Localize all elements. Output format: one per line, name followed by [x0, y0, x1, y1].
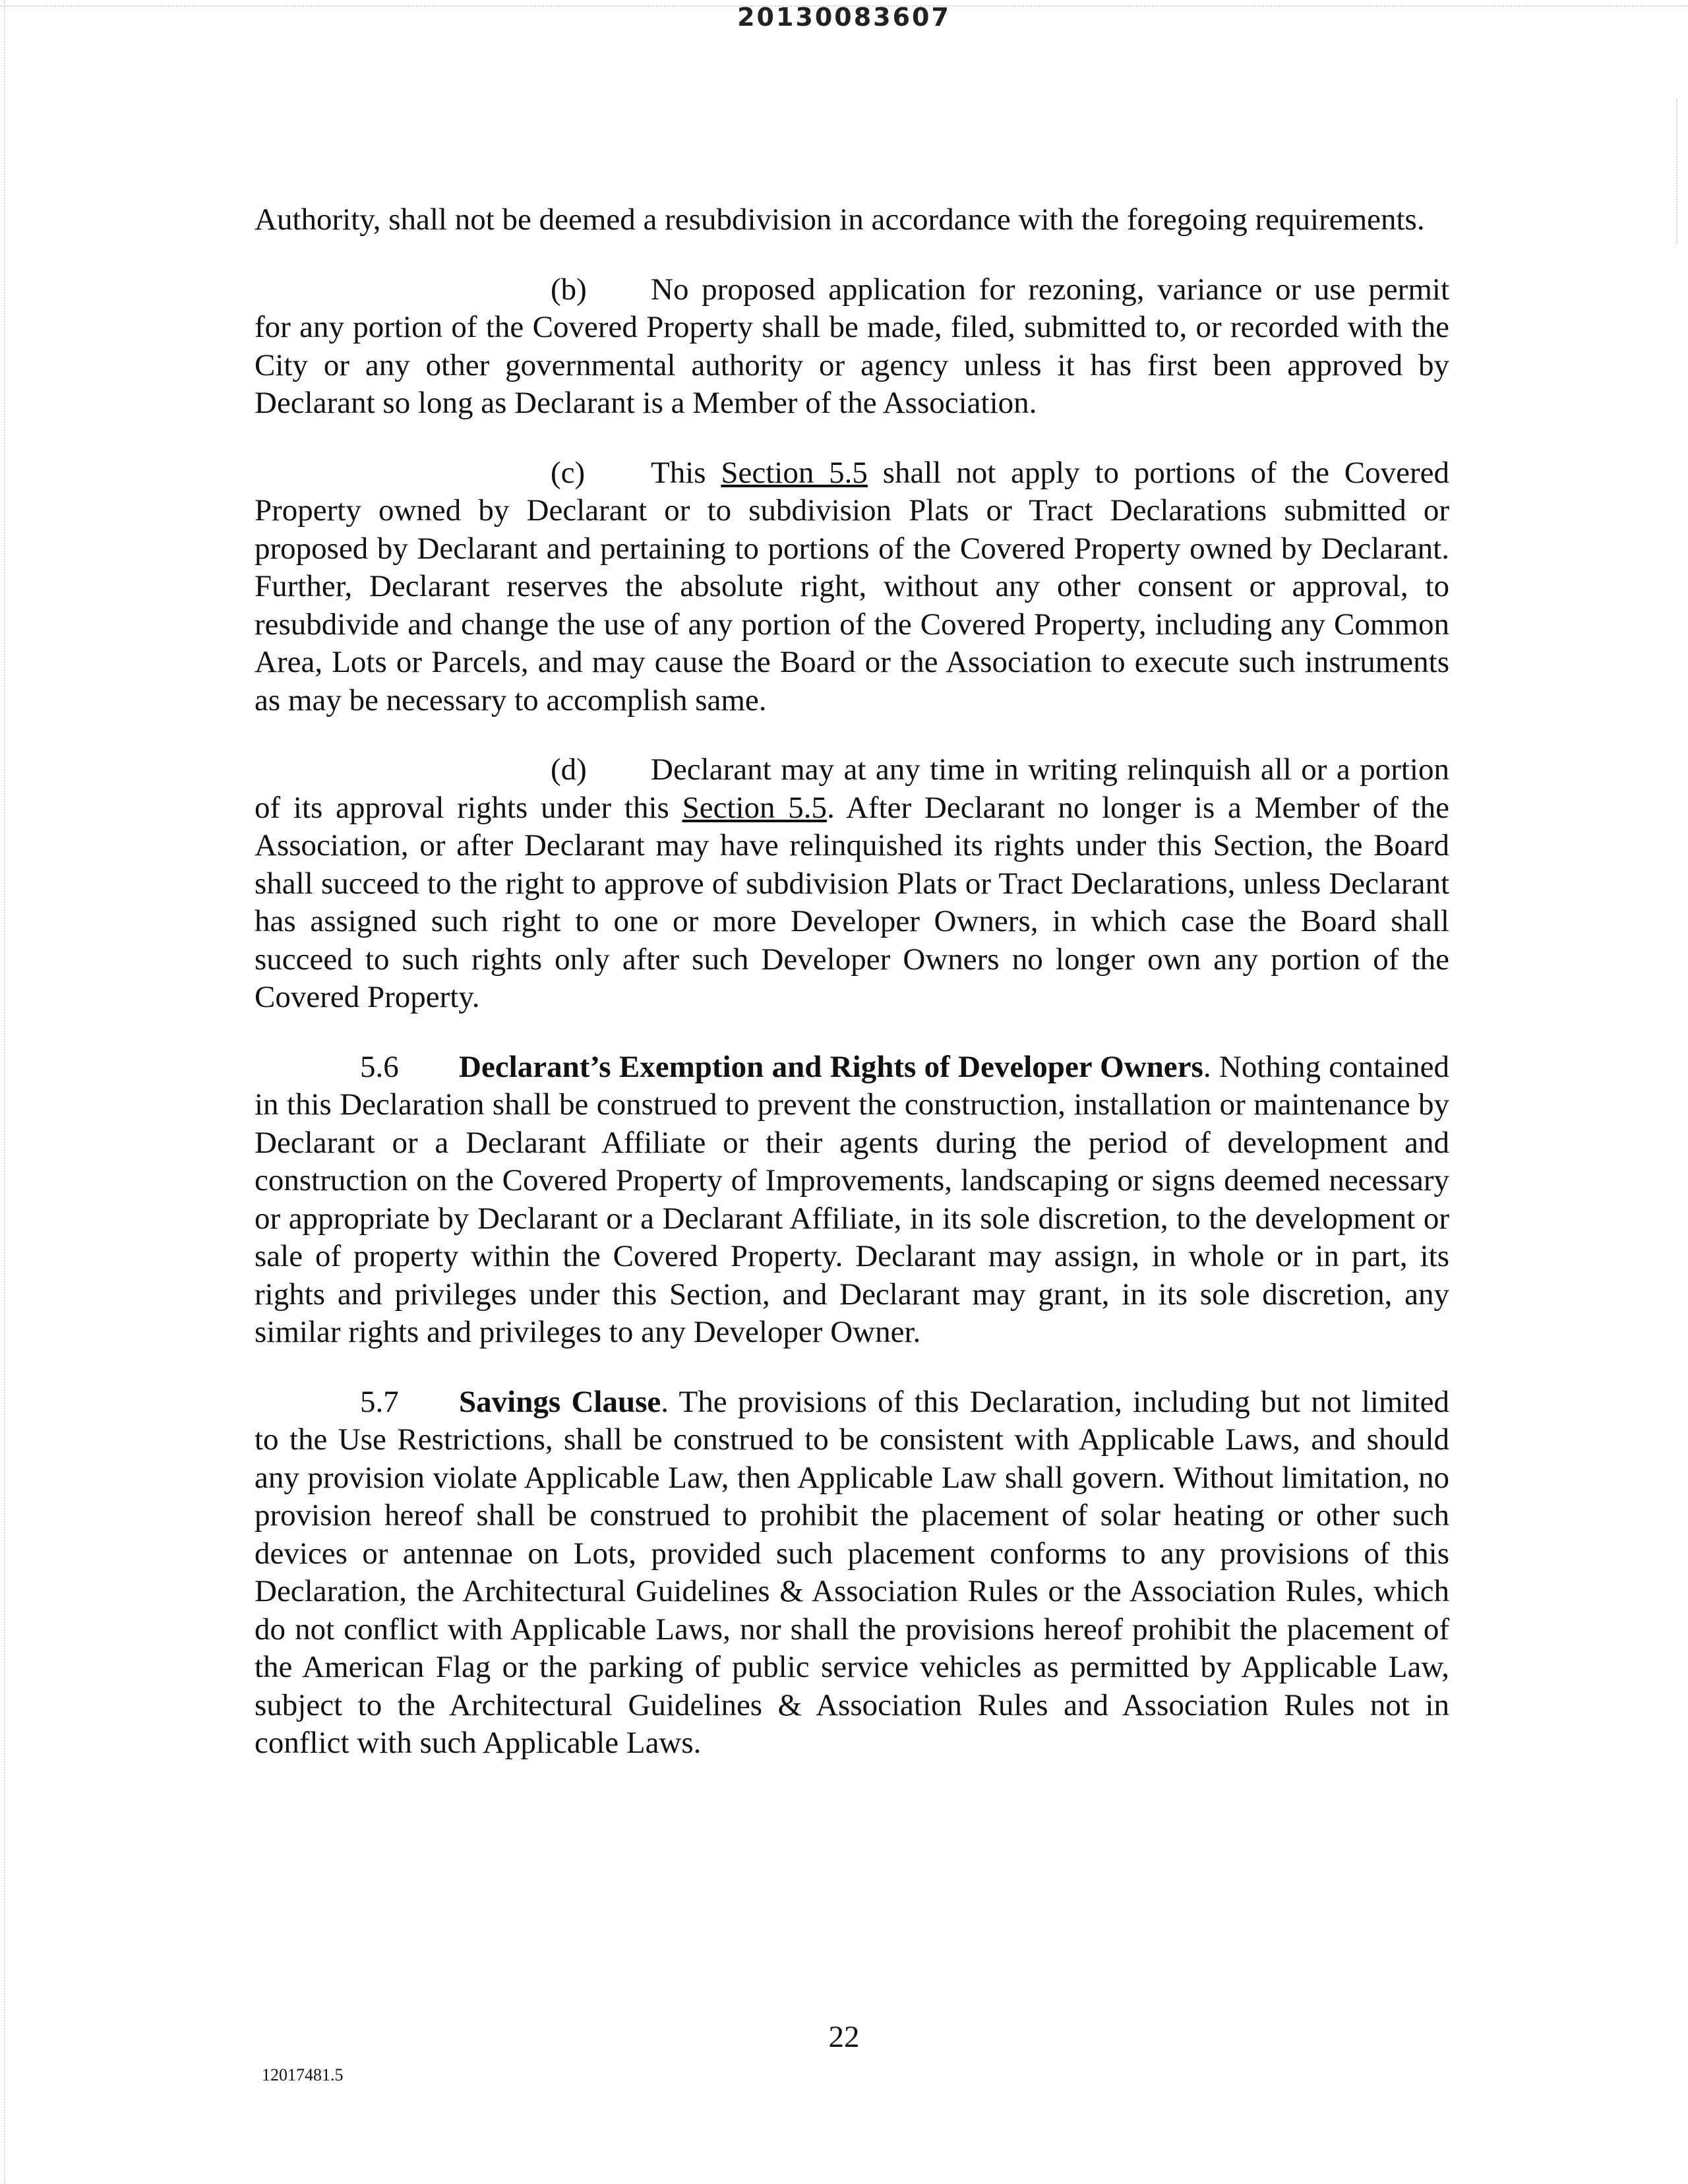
paragraph-d — [255, 751, 1449, 1017]
paragraph-c — [255, 454, 1449, 720]
section-5-6 — [255, 1048, 1449, 1352]
paragraph-d-pre: Declarant may at any time in writing relinquish all or a portion of its approval rights under this — [255, 752, 1449, 825]
section-reference: Section 5.5 — [721, 455, 868, 490]
document-id: 12017481.5 — [262, 2065, 344, 2084]
document-body — [255, 201, 1449, 1794]
scan-edge-right — [1676, 99, 1679, 244]
paragraph-b-text: No proposed application for rezoning, variance or use permit for any portion of the Covered Property shall be made, filed, submitted to, or recorded with the City or any other governmental authority or agency unless it has first been approved by Declarant so long as Declarant is a Member of the Association. — [255, 272, 1449, 420]
paragraph-d-label: (d) — [551, 752, 587, 787]
page-number: 22 — [828, 2020, 860, 2054]
paragraph-b — [255, 271, 1449, 423]
paragraph-c-post: shall not apply to portions of the Covered Property owned by Declarant or to subdivision Plats or Tract Declarations submitted or proposed by Declarant and pertaining to portions of the Covered Property owned by Declarant. Further, Declarant reserves the absolute right, without any other consent or approval, to resubdivide and change the use of any portion of the Covered Property, including any Common Area, Lots or Parcels, and may cause the Board or the Association to execute such instruments as may be necessary to accomplish same. — [255, 455, 1450, 717]
section-5-7-text: . The provisions of this Declaration, including but not limited to the Use Restrictions, shall be construed to be consistent with Applicable Laws, and should any provision violate Applicable Law, then Applicable Law shall govern. Without limitation, no provision hereof shall be construed to prohibit the placement of solar heating or other such devices or antennae on Lots, provided such placement conforms to any provisions of this Declaration, the Architectural Guidelines & Association Rules or the Association Rules, which do not conflict with Applicable Laws, nor shall the provisions hereof prohibit the placement of the American Flag or the parking of public service vehicles as permitted by Applicable Law, subject to the Architectural Guidelines & Association Rules and Association Rules not in conflict with such Applicable Laws. — [255, 1384, 1449, 1760]
paragraph-c-label: (c) — [551, 455, 586, 490]
section-reference: Section 5.5 — [682, 790, 828, 825]
recording-number: 20130083607 — [737, 3, 951, 32]
section-5-6-heading: Declarant’s Exemption and Rights of Developer Owners — [459, 1049, 1203, 1084]
scan-edge-left — [4, 0, 7, 2184]
paragraph-b-label: (b) — [551, 272, 587, 307]
section-5-6-number: 5.6 — [360, 1049, 399, 1084]
section-5-7-number: 5.7 — [360, 1384, 399, 1419]
paragraph-continuation: Authority, shall not be deemed a resubdivision in accordance with the foregoing requirements. — [255, 202, 1425, 237]
section-5-7 — [255, 1383, 1449, 1763]
paragraph-c-pre: This — [651, 455, 721, 490]
section-5-6-text: . Nothing contained in this Declaration shall be construed to prevent the construction, installation or maintenance by Declarant or a Declarant Affiliate or their agents during the period of development and construction on the Covered Property of Improvements, landscaping or signs deemed necessary or appropriate by Declarant or a Declarant Affiliate, in its sole discretion, to the development or sale of property within the Covered Property. Declarant may assign, in whole or in part, its rights and privileges under this Section, and Declarant may grant, in its sole discretion, any similar rights and privileges to any Developer Owner. — [255, 1049, 1449, 1349]
paragraph-d-post: . After Declarant no longer is a Member of the Association, or after Declarant may have relinquished its rights under this Section, the Board shall succeed to the right to approve of subdivision Plats or Tract Declarations, unless Declarant has assigned such right to one or more Developer Owners, in which case the Board shall succeed to such rights only after such Developer Owners no longer own any portion of the Covered Property. — [255, 790, 1449, 1014]
section-5-7-heading: Savings Clause — [459, 1384, 661, 1419]
